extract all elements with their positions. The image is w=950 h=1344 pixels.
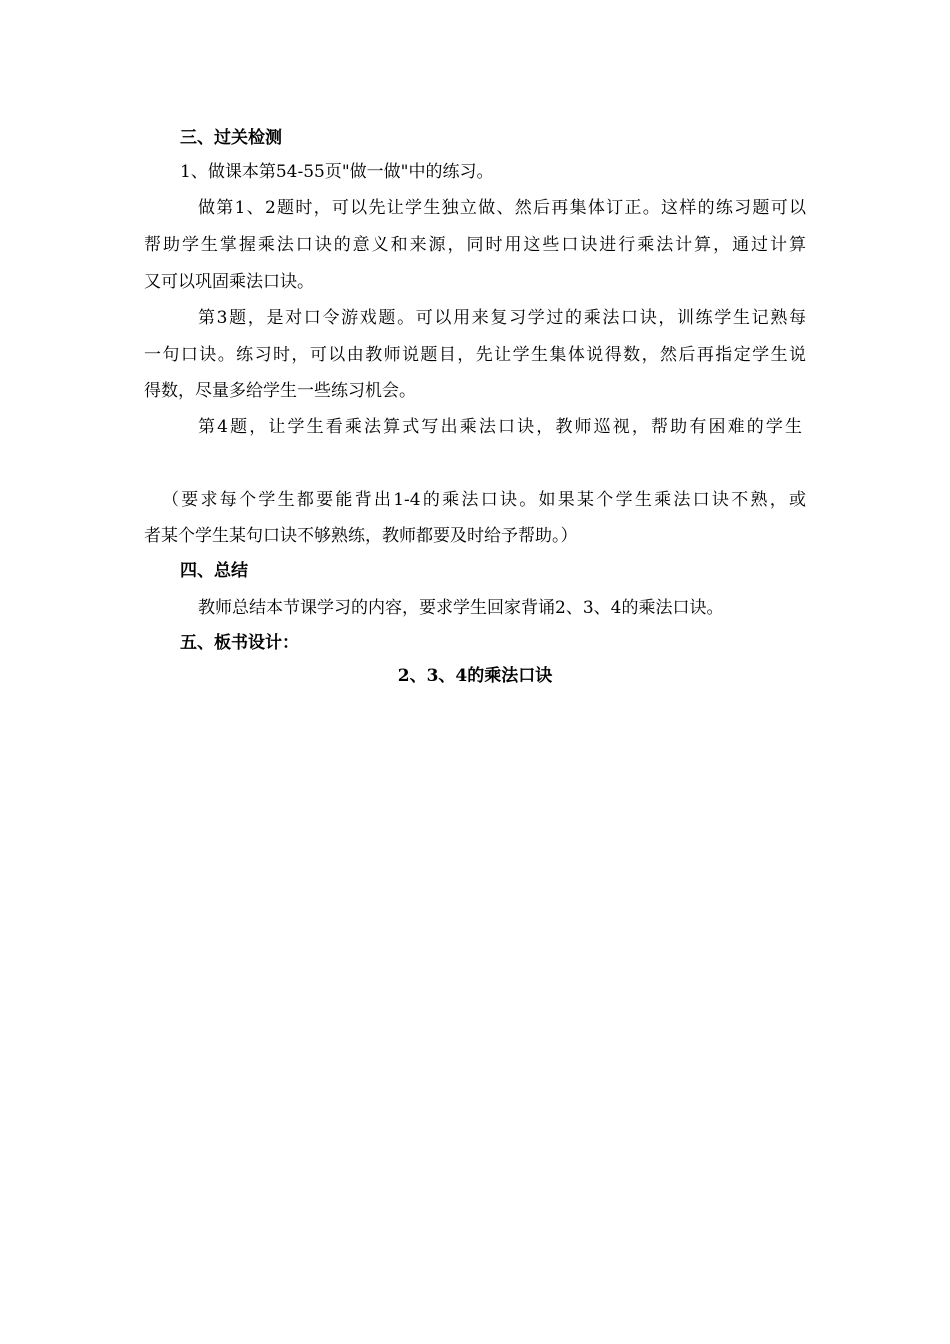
- section-three-heading: 三、过关检测: [180, 128, 282, 148]
- paragraph-1-line-1: 做第1、2题时，可以先让学生独立做、然后再集体订正。这样的练习题可以: [198, 198, 806, 218]
- paragraph-2-line-1: 第3题，是对口令游戏题。可以用来复习学过的乘法口诀，训练学生记熟每: [198, 308, 806, 328]
- paragraph-2-line-2: 一句口诀。练习时，可以由教师说题目，先让学生集体说得数，然后再指定学生说: [144, 345, 806, 365]
- paragraph-1-line-2: 帮助学生掌握乘法口诀的意义和来源，同时用这些口诀进行乘法计算，通过计算: [144, 235, 806, 255]
- section-five-heading: 五、板书设计：: [180, 633, 299, 653]
- paragraph-3-line-1: 第4题，让学生看乘法算式写出乘法口诀，教师巡视，帮助有困难的学生: [198, 417, 802, 437]
- paragraph-4-line-1: （要求每个学生都要能背出1-4的乘法口诀。如果某个学生乘法口诀不熟，或: [162, 490, 806, 510]
- paragraph-1-line-3: 又可以巩固乘法口诀。: [144, 272, 314, 292]
- section-three-item-1: 1、做课本第54-55页"做一做"中的练习。: [180, 162, 494, 182]
- paragraph-4-line-2: 者某个学生某句口诀不够熟练，教师都要及时给予帮助。）: [144, 526, 578, 546]
- section-four-heading: 四、总结: [180, 561, 248, 581]
- board-design-title: 2、3、4的乘法口诀: [397, 666, 553, 686]
- paragraph-2-line-3: 得数，尽量多给学生一些练习机会。: [144, 381, 416, 401]
- section-four-text: 教师总结本节课学习的内容，要求学生回家背诵2、3、4的乘法口诀。: [198, 598, 724, 618]
